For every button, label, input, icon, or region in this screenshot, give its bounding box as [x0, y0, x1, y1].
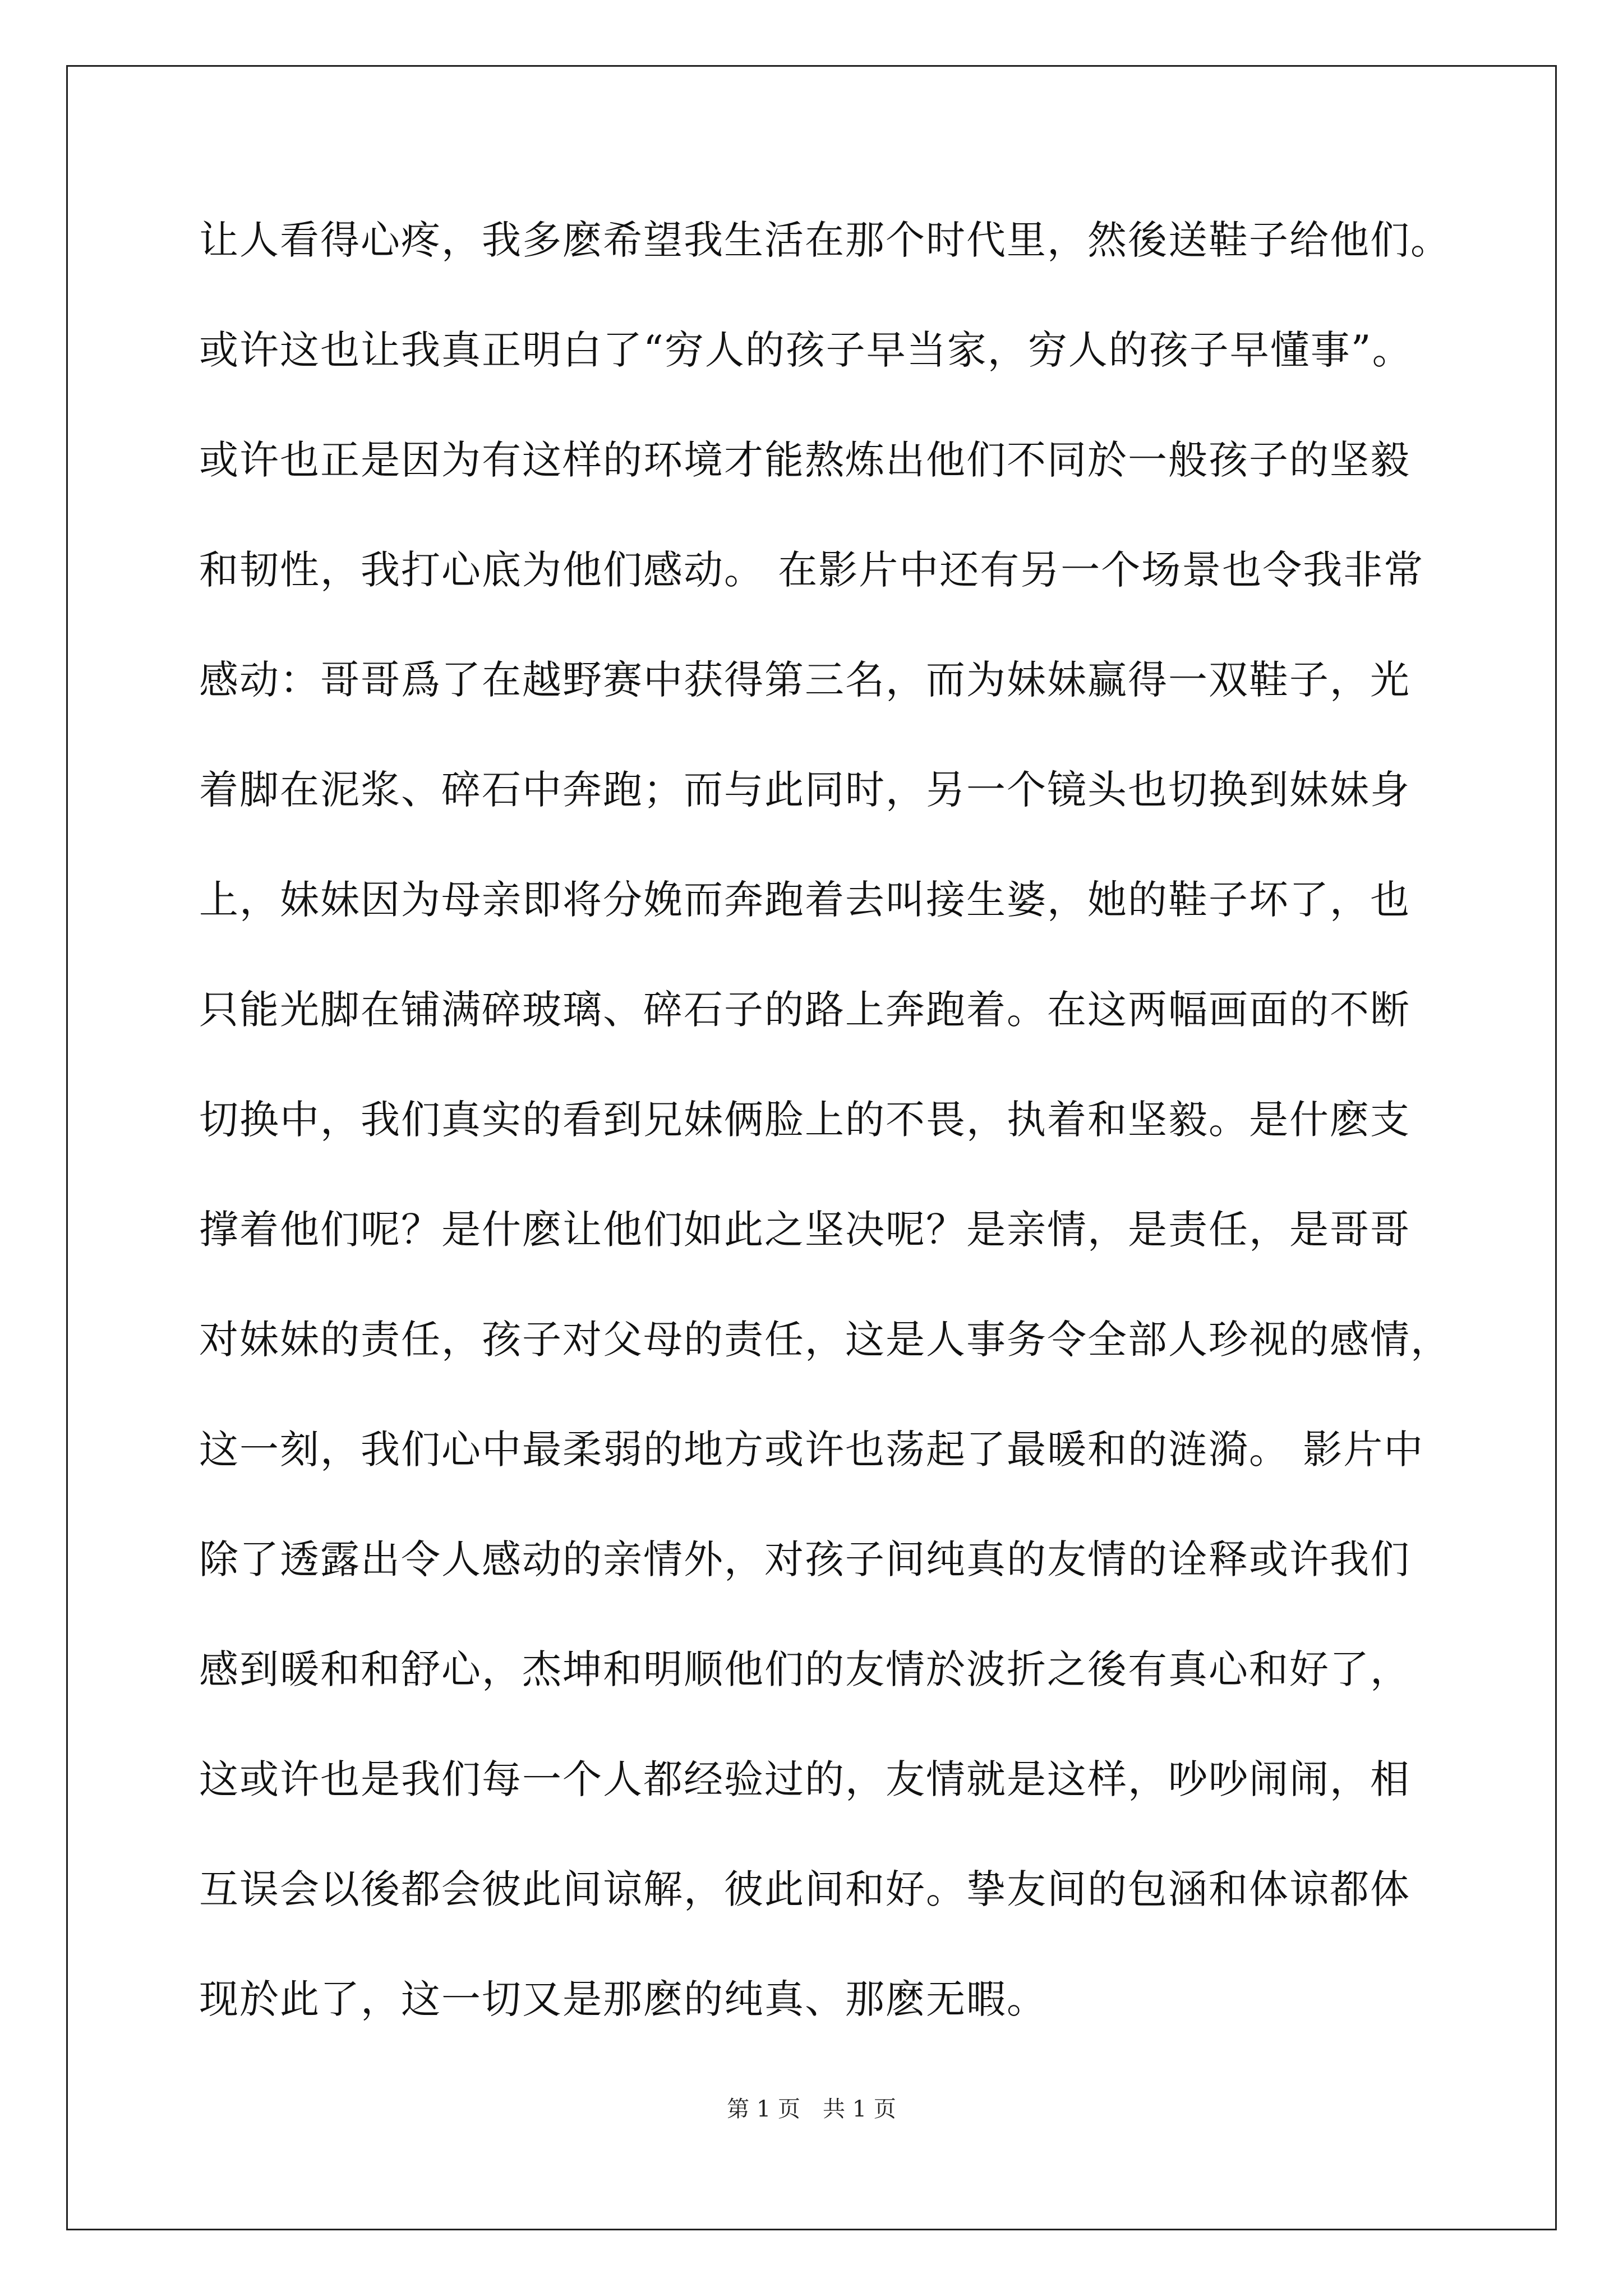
text-line: 感动：哥哥爲了在越野赛中获得第三名，而为妹妹赢得一双鞋子，光	[199, 657, 1410, 703]
text-line: 这或许也是我们每一个人都经验过的，友情就是这样，吵吵闹闹，相	[199, 1756, 1410, 1802]
text-line: 这一刻，我们心中最柔弱的地方或许也荡起了最暖和的涟漪。 影片中	[199, 1427, 1424, 1473]
text-line: 对妹妹的责任，孩子对父母的责任，这是人事务令全部人珍视的感情，	[199, 1317, 1451, 1363]
text-line: 撑着他们呢？是什麽让他们如此之坚决呢？是亲情，是责任，是哥哥	[199, 1207, 1410, 1253]
text-line: 让人看得心疼，我多麽希望我生活在那个时代里，然後送鞋子给他们。	[199, 217, 1451, 263]
text-line: 或许这也让我真正明白了“穷人的孩子早当家，穷人的孩子早懂事”。	[199, 327, 1413, 373]
text-line: 感到暖和和舒心，杰坤和明顺他们的友情於波折之後有真心和好了，	[199, 1646, 1410, 1692]
text-line: 上，妹妹因为母亲即将分娩而奔跑着去叫接生婆，她的鞋子坏了，也	[199, 877, 1410, 923]
page-number-label: 第 1 页 共 1 页	[727, 2096, 896, 2122]
text-line: 和韧性，我打心底为他们感动。 在影片中还有另一个场景也令我非常	[199, 547, 1424, 593]
text-line: 切换中，我们真实的看到兄妹俩脸上的不畏，执着和坚毅。是什麽支	[199, 1097, 1410, 1143]
text-line: 只能光脚在铺满碎玻璃、碎石子的路上奔跑着。在这两幅画面的不断	[199, 987, 1410, 1033]
page-footer	[0, 2092, 1623, 2126]
body-text	[199, 185, 1451, 2054]
text-line: 互误会以後都会彼此间谅解，彼此间和好。挚友间的包涵和体谅都体	[199, 1866, 1410, 1912]
text-line: 或许也正是因为有这样的环境才能熬炼出他们不同於一般孩子的坚毅	[199, 437, 1410, 483]
text-line: 现於此了，这一切又是那麽的纯真、那麽无暇。	[199, 1976, 1047, 2022]
text-line: 除了透露出令人感动的亲情外，对孩子间纯真的友情的诠释或许我们	[199, 1536, 1410, 1582]
text-line: 着脚在泥浆、碎石中奔跑；而与此同时，另一个镜头也切换到妹妹身	[199, 767, 1410, 813]
